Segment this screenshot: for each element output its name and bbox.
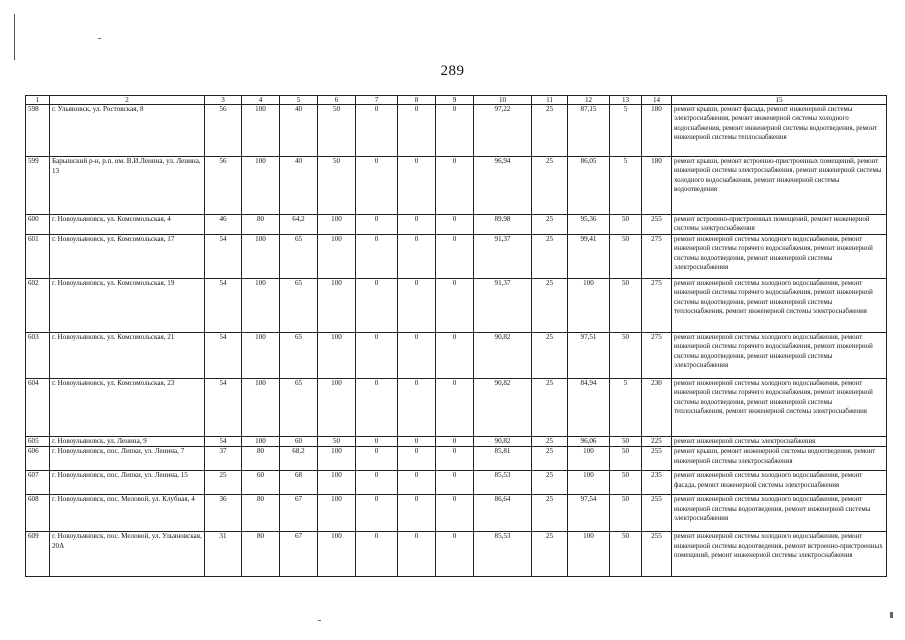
col-7: 0 [356,532,398,577]
col-9: 0 [436,495,474,532]
repair-works: ремонт инженерной системы холодного водоснабжения, ремонт инженерной системы водоотведения, ремонт встроенно-пристроенных помещений, ремонт инженерной системы электроснабжения [672,532,887,577]
col-11: 25 [532,157,568,215]
col-5: 68 [280,471,318,495]
col-7: 0 [356,495,398,532]
col-13: 50 [610,436,642,447]
col-11: 25 [532,447,568,471]
col-11: 25 [532,436,568,447]
col-8: 0 [398,278,436,332]
col-12: 99,41 [568,234,610,278]
col-3: 31 [205,532,242,577]
col-3: 56 [205,157,242,215]
col-11: 25 [532,471,568,495]
column-header-6: 6 [318,96,356,105]
col-5: 68,2 [280,447,318,471]
col-8: 0 [398,378,436,436]
row-number: 603 [26,332,50,378]
column-header-12: 12 [568,96,610,105]
col-13: 5 [610,105,642,157]
repair-works: ремонт крыши, ремонт фасада, ремонт инженерной системы электроснабжения, ремонт инженерной системы холодного водоснабжения, ремонт инженерной системы водоотведения, ремонт инженерной системы теплоснабжения [672,105,887,157]
col-13: 50 [610,447,642,471]
col-12: 100 [568,532,610,577]
col-9: 0 [436,105,474,157]
col-4: 100 [242,105,280,157]
table-body [26,105,887,577]
col-5: 65 [280,332,318,378]
col-10: 96,94 [474,157,532,215]
address: г. Новоульяновск, пос. Липки, ул. Ленина, 15 [50,471,205,495]
column-header-14: 14 [642,96,672,105]
column-header-3: 3 [205,96,242,105]
address: г. Ульяновск, ул. Ростовская, 8 [50,105,205,157]
row-number: 608 [26,495,50,532]
page-number: 289 [440,63,465,79]
table-row [26,278,887,332]
row-number: 599 [26,157,50,215]
col-4: 100 [242,332,280,378]
col-10: 85,53 [474,471,532,495]
col-11: 25 [532,332,568,378]
column-header-13: 13 [610,96,642,105]
col-12: 100 [568,447,610,471]
col-11: 25 [532,215,568,235]
col-9: 0 [436,378,474,436]
col-8: 0 [398,234,436,278]
col-6: 100 [318,532,356,577]
address: г. Новоульяновск, ул. Комсомольская, 17 [50,234,205,278]
col-12: 87,15 [568,105,610,157]
col-9: 0 [436,215,474,235]
col-5: 67 [280,532,318,577]
col-14: 255 [642,215,672,235]
row-number: 605 [26,436,50,447]
col-7: 0 [356,332,398,378]
address: г. Новоульяновск, ул. Комсомольская, 23 [50,378,205,436]
table-row [26,157,887,215]
col-10: 86,64 [474,495,532,532]
repair-works: ремонт крыши, ремонт встроенно-пристроенных помещений, ремонт инженерной системы электроснабжения, ремонт инженерной системы холодного водоснабжения, ремонт инженерной системы водоотведения [672,157,887,215]
col-10: 89,98 [474,215,532,235]
table-row [26,436,887,447]
col-7: 0 [356,234,398,278]
col-4: 80 [242,495,280,532]
col-5: 67 [280,495,318,532]
col-4: 100 [242,157,280,215]
repair-works: ремонт инженерной системы холодного водоснабжения, ремонт инженерной системы горячего водоснабжения, ремонт инженерной системы водоотведения, ремонт инженерной системы электроснабжения [672,332,887,378]
col-9: 0 [436,157,474,215]
col-10: 91,37 [474,278,532,332]
table-row [26,471,887,495]
table-row [26,105,887,157]
col-14: 255 [642,532,672,577]
col-10: 90,82 [474,378,532,436]
col-3: 54 [205,278,242,332]
col-9: 0 [436,436,474,447]
col-12: 86,05 [568,157,610,215]
col-4: 100 [242,436,280,447]
col-12: 100 [568,471,610,495]
address: г. Новоульяновск, ул. Комсомольская, 4 [50,215,205,235]
column-header-8: 8 [398,96,436,105]
col-13: 50 [610,234,642,278]
col-4: 100 [242,378,280,436]
col-6: 100 [318,378,356,436]
address: г. Новоульяновск, ул. Комсомольская, 19 [50,278,205,332]
col-3: 54 [205,234,242,278]
column-header-4: 4 [242,96,280,105]
col-12: 97,51 [568,332,610,378]
col-3: 56 [205,105,242,157]
col-6: 50 [318,436,356,447]
col-12: 95,36 [568,215,610,235]
repair-works: ремонт инженерной системы холодного водоснабжения, ремонт инженерной системы водоотведения, ремонт инженерной системы электроснабжения [672,495,887,532]
column-header-15: 15 [672,96,887,105]
col-8: 0 [398,215,436,235]
col-12: 100 [568,278,610,332]
scan-edge-line [14,14,15,60]
col-14: 255 [642,447,672,471]
col-7: 0 [356,378,398,436]
header-row [26,96,887,105]
col-10: 97,22 [474,105,532,157]
repair-works: ремонт инженерной системы холодного водоснабжения, ремонт фасада, ремонт инженерной системы электроснабжения [672,471,887,495]
col-9: 0 [436,532,474,577]
col-3: 54 [205,436,242,447]
col-10: 85,53 [474,532,532,577]
col-6: 100 [318,278,356,332]
col-10: 85,81 [474,447,532,471]
col-12: 97,54 [568,495,610,532]
table-row [26,234,887,278]
col-6: 100 [318,234,356,278]
address: г. Новоульяновск, пос. Липки, ул. Ленина, 7 [50,447,205,471]
col-13: 50 [610,532,642,577]
col-12: 96,06 [568,436,610,447]
col-11: 25 [532,495,568,532]
repair-works: ремонт встроенно-пристроенных помещений, ремонт инженерной системы электроснабжения [672,215,887,235]
col-5: 65 [280,234,318,278]
col-14: 225 [642,436,672,447]
table-row [26,532,887,577]
col-4: 80 [242,532,280,577]
row-number: 606 [26,447,50,471]
col-8: 0 [398,157,436,215]
scan-speck [890,612,893,618]
col-4: 100 [242,278,280,332]
col-8: 0 [398,471,436,495]
col-14: 255 [642,495,672,532]
row-number: 602 [26,278,50,332]
row-number: 600 [26,215,50,235]
col-6: 100 [318,215,356,235]
col-5: 65 [280,278,318,332]
repair-works: ремонт инженерной системы холодного водоснабжения, ремонт инженерной системы горячего водоснабжения, ремонт инженерной системы водоотведения, ремонт инженерной системы теплоснабжения, ремонт инженерной системы электроснабжения [672,278,887,332]
col-14: 230 [642,378,672,436]
col-4: 80 [242,215,280,235]
col-5: 40 [280,105,318,157]
repair-works: ремонт инженерной системы холодного водоснабжения, ремонт инженерной системы горячего водоснабжения, ремонт инженерной системы водоотведения, ремонт инженерной системы теплоснабжения, ремонт инженерной системы электроснабжения [672,378,887,436]
address: г. Новоульяновск, ул. Комсомольская, 21 [50,332,205,378]
col-8: 0 [398,105,436,157]
col-13: 50 [610,495,642,532]
col-3: 36 [205,495,242,532]
scan-speck [98,38,101,39]
col-7: 0 [356,278,398,332]
col-3: 37 [205,447,242,471]
col-14: 275 [642,278,672,332]
col-10: 90,82 [474,436,532,447]
repair-works: ремонт инженерной системы электроснабжения [672,436,887,447]
column-header-9: 9 [436,96,474,105]
address: г. Новоульяновск, пос. Меловой, ул. Клубная, 4 [50,495,205,532]
column-header-2: 2 [50,96,205,105]
column-header-7: 7 [356,96,398,105]
col-10: 91,37 [474,234,532,278]
col-11: 25 [532,278,568,332]
row-number: 604 [26,378,50,436]
row-number: 598 [26,105,50,157]
scan-speck [318,620,321,621]
col-3: 25 [205,471,242,495]
col-14: 235 [642,471,672,495]
table-row [26,215,887,235]
column-header-11: 11 [532,96,568,105]
col-8: 0 [398,332,436,378]
col-13: 5 [610,378,642,436]
col-6: 100 [318,471,356,495]
col-7: 0 [356,157,398,215]
col-10: 90,82 [474,332,532,378]
col-7: 0 [356,436,398,447]
repair-works: ремонт инженерной системы холодного водоснабжения, ремонт инженерной системы горячего водоснабжения, ремонт инженерной системы водоотведения, ремонт инженерной системы электроснабжения [672,234,887,278]
column-header-10: 10 [474,96,532,105]
col-7: 0 [356,447,398,471]
col-4: 60 [242,471,280,495]
col-11: 25 [532,234,568,278]
address: г. Новоульяновск, пос. Меловой, ул. Ульяновская, 20А [50,532,205,577]
col-4: 100 [242,234,280,278]
col-4: 80 [242,447,280,471]
col-5: 64,2 [280,215,318,235]
col-14: 180 [642,157,672,215]
col-14: 275 [642,234,672,278]
table-row [26,332,887,378]
row-number: 601 [26,234,50,278]
col-8: 0 [398,447,436,471]
col-9: 0 [436,234,474,278]
capital-repair-table [25,95,887,577]
col-13: 50 [610,471,642,495]
col-13: 50 [610,215,642,235]
col-6: 50 [318,157,356,215]
col-7: 0 [356,215,398,235]
col-13: 50 [610,278,642,332]
col-8: 0 [398,532,436,577]
table-row [26,447,887,471]
address: г. Новоульяновск, ул. Ленина, 9 [50,436,205,447]
col-5: 40 [280,157,318,215]
column-header-1: 1 [26,96,50,105]
col-13: 50 [610,332,642,378]
col-8: 0 [398,436,436,447]
table-row [26,378,887,436]
col-11: 25 [532,378,568,436]
col-3: 54 [205,332,242,378]
col-14: 275 [642,332,672,378]
col-3: 46 [205,215,242,235]
column-header-5: 5 [280,96,318,105]
col-6: 100 [318,447,356,471]
col-7: 0 [356,471,398,495]
row-number: 609 [26,532,50,577]
col-3: 54 [205,378,242,436]
col-12: 84,94 [568,378,610,436]
col-8: 0 [398,495,436,532]
col-7: 0 [356,105,398,157]
col-11: 25 [532,532,568,577]
row-number: 607 [26,471,50,495]
table-row [26,495,887,532]
col-9: 0 [436,332,474,378]
col-14: 180 [642,105,672,157]
col-6: 100 [318,332,356,378]
col-11: 25 [532,105,568,157]
col-6: 50 [318,105,356,157]
col-6: 100 [318,495,356,532]
repair-works: ремонт крыши, ремонт инженерной системы водоотведения, ремонт инженерной системы электроснабжения [672,447,887,471]
col-5: 60 [280,436,318,447]
col-13: 5 [610,157,642,215]
col-9: 0 [436,278,474,332]
col-5: 65 [280,378,318,436]
col-9: 0 [436,447,474,471]
address: Барышский р-н, р.п. им. В.И.Ленина, ул. Ленина, 13 [50,157,205,215]
col-9: 0 [436,471,474,495]
